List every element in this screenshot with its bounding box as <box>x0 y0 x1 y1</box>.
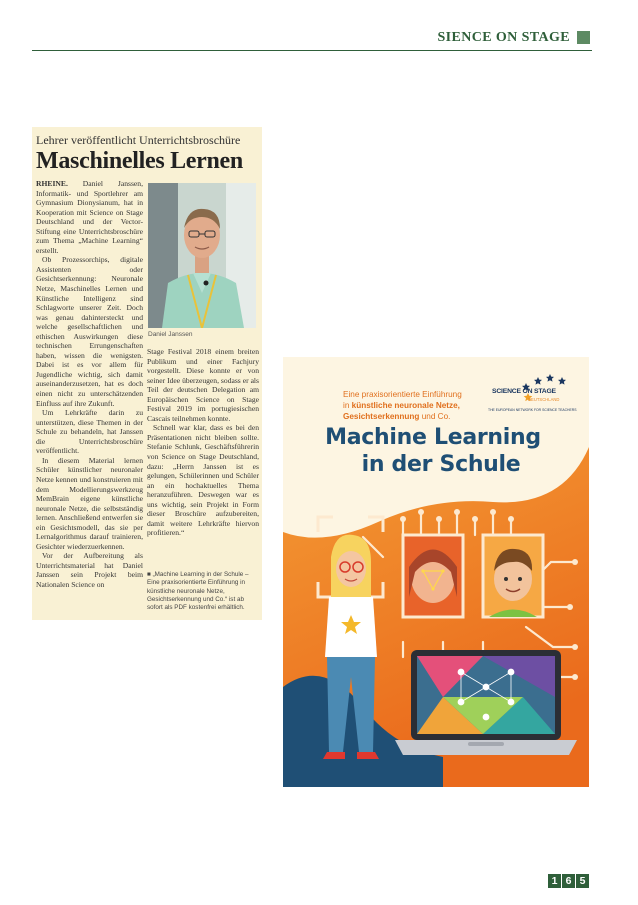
footnote-marker-icon: ■ <box>147 571 153 578</box>
cover-title-line-1: Machine Learning <box>325 425 541 450</box>
cover-intro: Eine praxisorientierte Einführung in künstliche neuronale Netze, Gesichtserkennung und Co. <box>343 390 462 421</box>
header-rule <box>32 50 592 51</box>
cover-title-line-2: in der Schule <box>361 452 521 477</box>
author-photo-illustration <box>148 183 256 328</box>
article-headline: Maschinelles Lernen <box>36 148 243 174</box>
photo-caption: Daniel Janssen <box>148 331 193 338</box>
article-dateline: RHEINE. <box>36 179 68 188</box>
article-kicker: Lehrer veröffentlicht Unterrichtsbroschüre <box>36 133 241 147</box>
article-paragraph: Um Lehrkräfte darin zu unterstützen, diese Themen in der Schule zu behandeln, hat Janssen die Unterrichtsbroschüre veröffentlicht. <box>36 408 143 456</box>
article-paragraph: RHEINE. Daniel Janssen, Informatik- und Sportlehrer am Gymnasium Dionysianum, hat in Kooperation mit Science on Stage Deutschland und der Vector-Stiftung eine Unterrichtsbroschüre zum Thema „Machine Learning“ erstellt. <box>36 179 143 255</box>
cover-logo-subtitle: DEUTSCHLAND <box>528 397 560 402</box>
header-square-mark <box>577 31 590 44</box>
page-number-digit: 1 <box>548 874 561 888</box>
newspaper-clipping <box>32 127 262 620</box>
brochure-cover <box>283 357 589 787</box>
article-paragraph: In diesem Material lernen Schüler künstlicher neuronaler Netze kennen und konstruieren mit dem Modellierungswerkzeug MemBrain eigene künstliche neuronale Netze, die selbstständig lernen. Anschließend entwerfen sie ein Gesichtsmodell, das sie per Lernalgorithmus darauf trainieren, Gesichter wiederzuerkennen. <box>36 455 143 551</box>
author-photo <box>148 183 256 328</box>
page-number <box>548 874 589 888</box>
article-paragraph: Ob Prozessorchips, digitale Assistenten oder Gesichtserkennung: Neuronale Netze, Maschinelles Lernen und Künstliche Intelligenz sind Schlagworte unserer Zeit. Doch was genau dahintersteckt und welche gesellschaftlichen und ethischen Auswirkungen diese technischen Errungenschaften haben, wissen die wenigsten. Dabei ist es vor allem für Jugendliche wichtig, sich damit auseinanderzusetzen, hat es doch einen nicht zu unterschätzenden Einfluss auf ihre Zukunft. <box>36 255 143 408</box>
article-paragraph: Vor der Aufbereitung als Unterrichtsmaterial hat Daniel Janssen sein Projekt beim Nationalen Science on <box>36 551 143 589</box>
article-paragraph: Stage Festival 2018 einem breiten Publikum und einer Fachjury vorgestellt. Diese konnte er von seiner Idee überzeugen, sodass er als Teil der deutschen Delegation am Europäischen Science on Stage Festival 2019 im portugiesischen Cascais teilnehmen konnte. <box>147 347 259 423</box>
cover-logo-network: THE EUROPEAN NETWORK FOR SCIENCE TEACHERS <box>488 408 577 412</box>
page-header-title: SIENCE ON STAGE <box>437 30 570 45</box>
article-footnote: ■ „Machine Learning in der Schule – Eine praxisorientierte Einführung in künstliche neuronale Netze, Gesichtserkennung und Co.“ ist ab sofort als PDF kostenfrei erhältlich. <box>147 571 249 612</box>
article-column-1 <box>36 179 143 590</box>
article-paragraph: Schnell war klar, dass es bei den Präsentationen nicht bleiben sollte. Stefanie Schlunk, Geschäftsführerin von Science on Stage Deutschland, dazu: „Herrn Janssen ist es gelungen, Schülerinnen und Schüler an ein hochaktuelles Thema heranzuführen. Deswegen war es uns wichtig, sein Projekt in Form dieser Broschüre aufzubereiten, damit weitere Lehrkräfte hiervon profitieren.“ <box>147 423 259 538</box>
page-number-digit: 5 <box>576 874 589 888</box>
cover-logo-text: SCIENCE ON STAGE <box>492 388 556 395</box>
page-number-digit: 6 <box>562 874 575 888</box>
article-column-2 <box>147 347 259 538</box>
